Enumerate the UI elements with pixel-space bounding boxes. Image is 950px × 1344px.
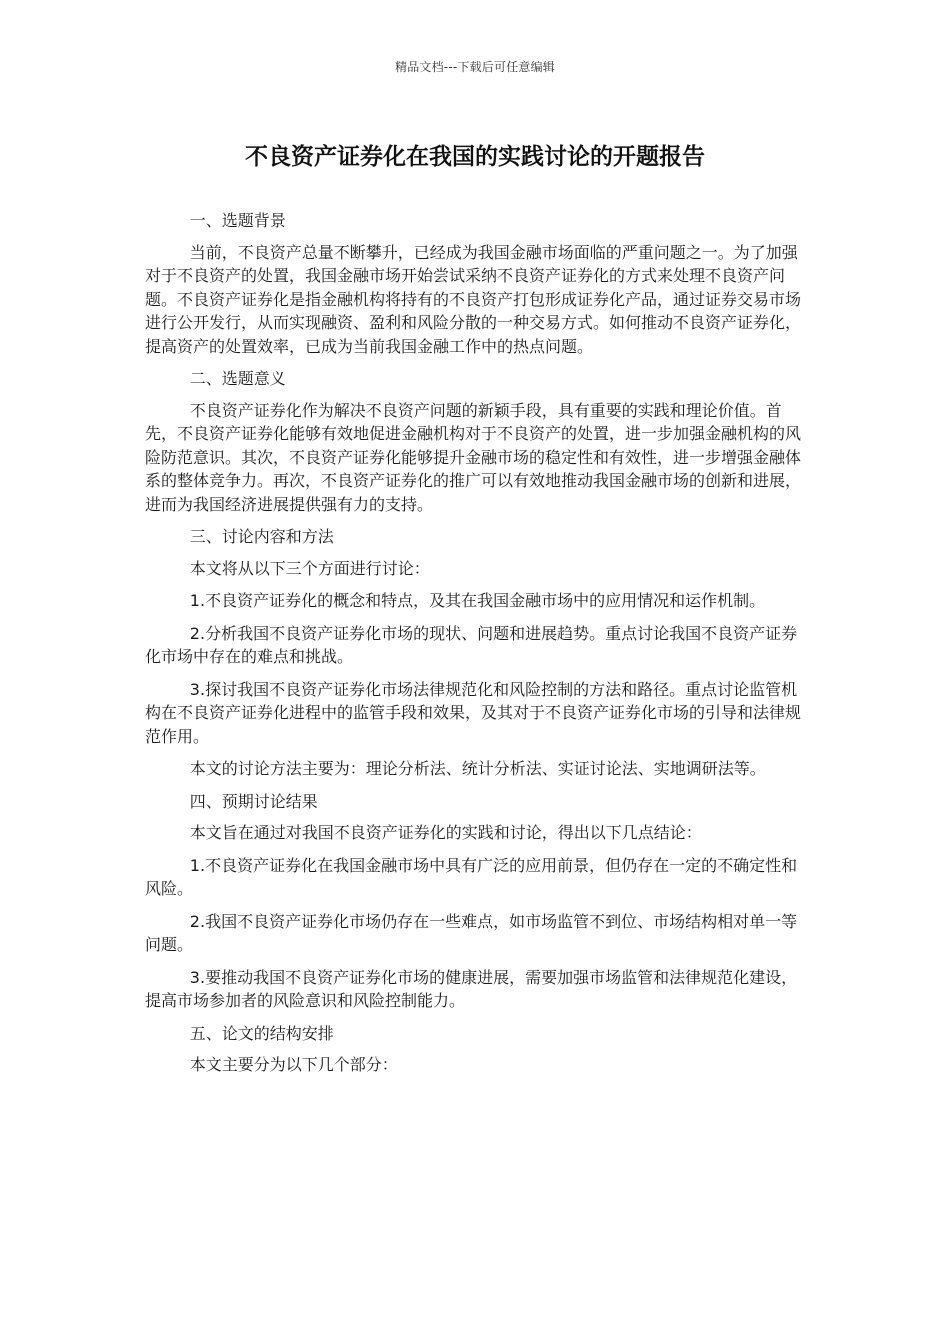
paragraph-structure-intro: 本文主要分为以下几个部分： (189, 1055, 398, 1074)
list-item-content-2: 2.分析我国不良资产证券化市场的现状、问题和进展趋势。重点讨论我国不良资产证券化市场中存在的难点和挑战。 (145, 623, 798, 666)
paragraph-results-intro: 本文旨在通过对我国不良资产证券化的实践和讨论，得出以下几点结论： (189, 823, 702, 842)
header-note: 精品文档---下载后可任意编辑 (395, 60, 555, 74)
list-item-result-3: 3.要推动我国不良资产证券化市场的健康进展，需要加强市场监管和法律规范化建设，提高市场参加者的风险意识和风险控制能力。 (145, 967, 798, 1010)
list-item-result-2: 2.我国不良资产证券化市场仍存在一些难点，如市场监管不到位、市场结构相对单一等问题。 (145, 911, 798, 954)
section-heading-background: 一、选题背景 (189, 211, 286, 230)
list-item-content-3: 3.探讨我国不良资产证券化市场法律规范化和风险控制的方法和路径。重点讨论监管机构在不良资产证券化进程中的监管手段和效果，及其对于不良资产证券化市场的引导和法律规范作用。 (145, 679, 802, 746)
list-item-result-1: 1.不良资产证券化在我国金融市场中具有广泛的应用前景，但仍存在一定的不确定性和风险。 (145, 855, 798, 898)
section-heading-significance: 二、选题意义 (189, 369, 286, 388)
section-heading-expected-results: 四、预期讨论结果 (189, 791, 318, 811)
paragraph-methods: 本文的讨论方法主要为：理论分析法、统计分析法、实证讨论法、实地调研法等。 (189, 759, 766, 778)
list-item-content-1: 1.不良资产证券化的概念和特点，及其在我国金融市场中的应用情况和运作机制。 (189, 591, 766, 610)
paragraph-significance: 不良资产证券化作为解决不良资产问题的新颖手段，具有重要的实践和理论价值。首先，不良资产证券化能够有效地促进金融机构对于不良资产的处置，进一步加强金融机构的风险防范意识。其次，不良资产证券化能够提升金融市场的稳定性和有效性，进一步增强金融体系的整体竞争力。再次，不良资产证券化的推广可以有效地推动我国金融市场的创新和进展，进而为我国经济进展提供强有力的支持。 (145, 400, 802, 514)
document-body (145, 209, 809, 1086)
paragraph-content-intro: 本文将从以下三个方面进行讨论： (189, 558, 430, 578)
section-heading-content-methods: 三、讨论内容和方法 (189, 527, 334, 546)
section-heading-structure: 五、论文的结构安排 (189, 1023, 334, 1043)
paragraph-background: 当前，不良资产总量不断攀升，已经成为我国金融市场面临的严重问题之一。为了加强对于不良资产的处置，我国金融市场开始尝试采纳不良资产证券化的方式来处理不良资产问题。不良资产证券化是指金融机构将持有的不良资产打包形成证券化产品，通过证券交易市场进行公开发行，从而实现融资、盈利和风险分散的一种交易方式。如何推动不良资产证券化，提高资产的处置效率，已成为当前我国金融工作中的热点问题。 (145, 242, 802, 356)
document-title: 不良资产证券化在我国的实践讨论的开题报告 (245, 144, 705, 170)
